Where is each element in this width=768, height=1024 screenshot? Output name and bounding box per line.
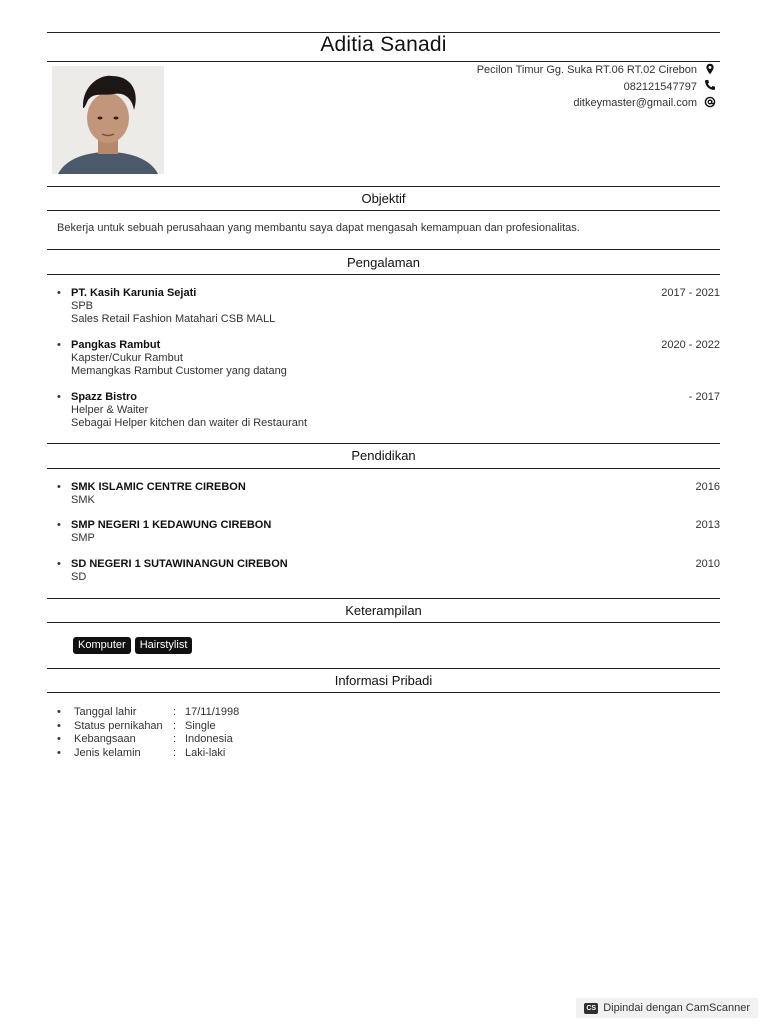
education-year: 2013 <box>695 519 720 531</box>
education-school: SMP NEGERI 1 KEDAWUNG CIREBON <box>71 519 272 531</box>
section-title-experience: Pengalaman <box>347 255 420 270</box>
email-text: ditkeymaster@gmail.com <box>573 97 697 110</box>
experience-desc: Memangkas Rambut Customer yang datang <box>71 365 287 377</box>
bullet: • <box>57 733 61 745</box>
section-title-personal: Informasi Pribadi <box>334 673 433 688</box>
personal-info-row <box>57 720 357 734</box>
profile-photo <box>52 66 164 174</box>
resume-name: Aditia Sanadi <box>320 33 447 56</box>
bullet: • <box>57 481 61 493</box>
experience-company: PT. Kasih Karunia Sejati <box>71 287 197 299</box>
info-label: Tanggal lahir <box>74 706 137 718</box>
objective-rule-top <box>47 186 720 187</box>
camscanner-text: Dipindai dengan CamScanner <box>603 1002 750 1014</box>
info-value: Indonesia <box>185 733 233 745</box>
education-level: SD <box>71 571 87 583</box>
experience-role: SPB <box>71 300 94 312</box>
bullet: • <box>57 339 61 351</box>
experience-company: Spazz Bistro <box>71 391 138 403</box>
experience-rule-bottom <box>47 274 720 275</box>
personal-info-row <box>57 733 357 747</box>
bullet: • <box>57 706 61 718</box>
experience-desc: Sebagai Helper kitchen dan waiter di Restaurant <box>71 417 308 429</box>
education-school: SMK ISLAMIC CENTRE CIREBON <box>71 481 246 493</box>
skills-rule-bottom <box>47 622 720 623</box>
education-school: SD NEGERI 1 SUTAWINANGUN CIREBON <box>71 558 288 570</box>
section-title-skills: Keterampilan <box>345 603 422 618</box>
info-colon: : <box>173 733 177 745</box>
location-pin-icon <box>704 63 716 78</box>
info-label: Status pernikahan <box>74 719 163 732</box>
personal-info-row <box>57 747 357 761</box>
camscanner-logo-icon: CS <box>584 1003 598 1014</box>
address-row <box>477 62 716 79</box>
info-label: Jenis kelamin <box>74 746 141 759</box>
personal-info-row <box>57 706 357 720</box>
skill-chip: Hairstylist <box>135 637 193 654</box>
education-level: SMK <box>71 494 95 506</box>
info-colon: : <box>173 706 177 718</box>
info-value: 17/11/1998 <box>185 706 240 718</box>
experience-role: Helper & Waiter <box>71 404 149 416</box>
personal-info-list <box>57 706 357 760</box>
skill-chip: Komputer <box>73 637 131 654</box>
camscanner-watermark <box>576 998 758 1018</box>
section-title-objective: Objektif <box>361 191 406 206</box>
info-colon: : <box>173 719 177 732</box>
info-value: Laki-laki <box>185 746 226 759</box>
experience-role: Kapster/Cukur Rambut <box>71 352 183 364</box>
address-text: Pecilon Timur Gg. Suka RT.06 RT.02 Cirebon <box>476 64 697 77</box>
bullet: • <box>57 719 61 732</box>
experience-company: Pangkas Rambut <box>71 339 161 351</box>
education-year: 2010 <box>695 558 720 570</box>
contact-block <box>477 62 716 112</box>
experience-desc: Sales Retail Fashion Matahari CSB MALL <box>71 313 276 325</box>
personal-rule-bottom <box>47 692 720 693</box>
personal-rule-top <box>47 668 720 669</box>
skills-list <box>73 637 192 654</box>
experience-period: - 2017 <box>688 391 720 403</box>
phone-row <box>477 79 716 96</box>
experience-period: 2017 - 2021 <box>661 287 720 299</box>
experience-period: 2020 - 2022 <box>661 339 720 351</box>
email-row <box>477 95 716 112</box>
skills-rule-top <box>47 598 720 599</box>
phone-text: 082121547797 <box>623 80 697 93</box>
education-rule-bottom <box>47 468 720 469</box>
section-title-education: Pendidikan <box>351 448 416 463</box>
bullet: • <box>57 558 61 570</box>
education-level: SMP <box>71 532 95 544</box>
objective-rule-bottom <box>47 210 720 211</box>
experience-rule-top <box>47 249 720 250</box>
info-colon: : <box>173 746 177 759</box>
objective-text: Bekerja untuk sebuah perusahaan yang membantu saya dapat mengasah kemampuan dan profesionalitas. <box>57 222 580 234</box>
bullet: • <box>57 746 61 759</box>
info-value: Single <box>185 719 216 732</box>
education-year: 2016 <box>695 481 720 493</box>
education-rule-top <box>47 443 720 444</box>
bullet: • <box>57 519 61 531</box>
phone-icon <box>704 79 716 94</box>
bullet: • <box>57 287 61 299</box>
at-sign-icon <box>704 96 716 111</box>
info-label: Kebangsaan <box>74 733 136 745</box>
bullet: • <box>57 391 61 403</box>
